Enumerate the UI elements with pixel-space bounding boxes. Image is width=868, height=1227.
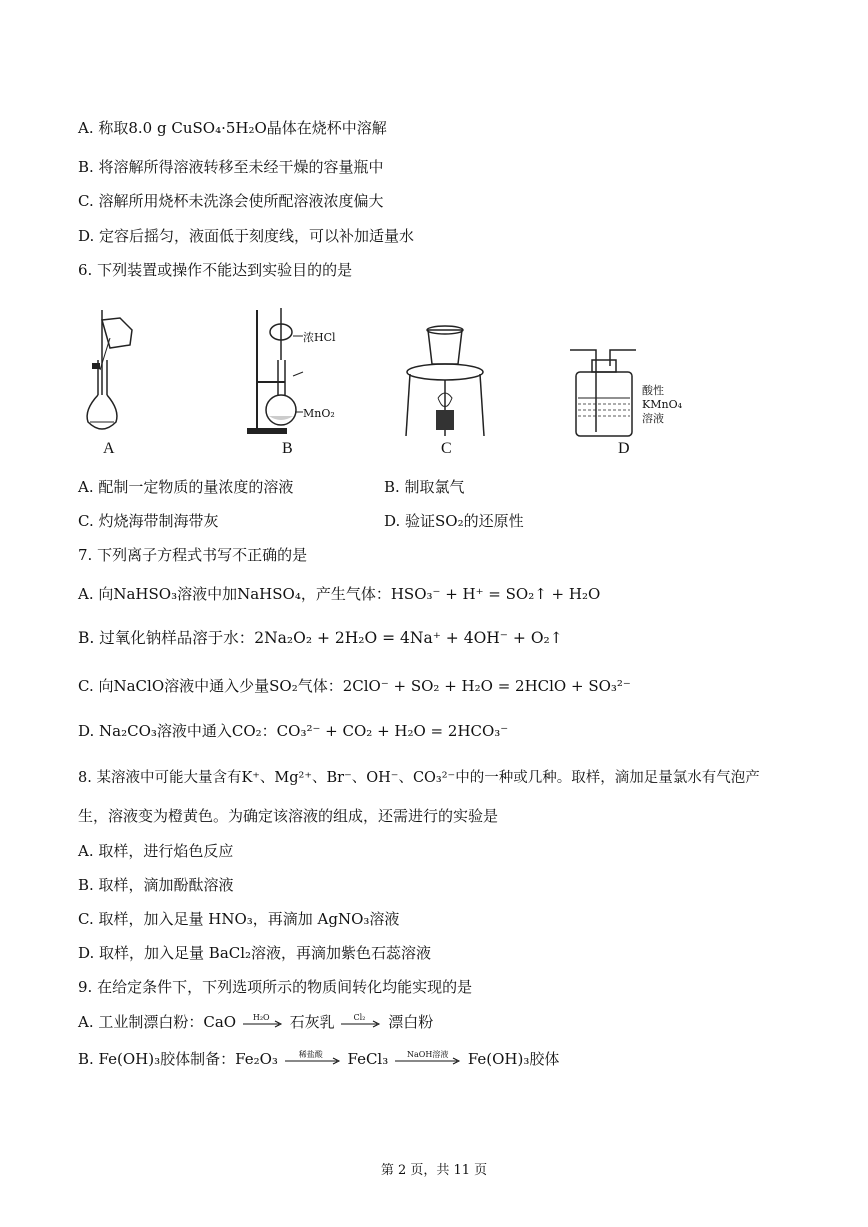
q5-option-a: A. 称取8.0 g CuSO₄·5H₂O晶体在烧杯中溶解	[78, 119, 387, 137]
q9-b-arrow1	[283, 1049, 343, 1069]
q9-a-end: 漂白粉	[388, 1013, 434, 1031]
q9-b-arrow2	[393, 1049, 463, 1069]
q8-option-b: B. 取样，滴加酚酞溶液	[78, 876, 234, 894]
q8-option-c: C. 取样，加入足量 HNO₃，再滴加 AgNO₃溶液	[78, 910, 400, 928]
figure-d-label-2: KMnO₄	[642, 398, 682, 411]
q5-option-d: D. 定容后摇匀，液面低于刻度线，可以补加适量水	[78, 227, 415, 245]
q8-option-d: D. 取样，加入足量 BaCl₂溶液，再滴加紫色石蕊溶液	[78, 944, 432, 962]
q9-b-mid: FeCl₃	[347, 1050, 389, 1068]
figure-d-label: D	[618, 440, 630, 457]
page-footer: 第 2 页，共 11 页	[380, 1163, 488, 1178]
q9-b-prefix: B. Fe(OH)₃胶体制备：Fe₂O₃	[78, 1050, 278, 1068]
q6-option-c: C. 灼烧海带制海带灰	[78, 512, 219, 530]
q7-stem: 7. 下列离子方程式书写不正确的是	[78, 546, 308, 564]
q7-option-c: C. 向NaClO溶液中通入少量SO₂气体：2ClO⁻ + SO₂ + H₂O = 2HClO + SO₃²⁻	[78, 677, 631, 695]
q9-a-mid: 石灰乳	[289, 1013, 335, 1031]
q8-option-a: A. 取样，进行焰色反应	[78, 842, 234, 860]
q8-stem-line2: 生，溶液变为橙黄色。为确定该溶液的组成，还需进行的实验是	[78, 807, 499, 825]
figure-a-volumetric-flask	[80, 300, 160, 440]
figure-a-label: A	[103, 440, 115, 457]
figure-b-label-hcl: 浓HCl	[303, 331, 336, 344]
q9-option-a	[78, 1012, 433, 1032]
q9-b-arrow2-label: NaOH溶液	[407, 1050, 449, 1059]
figure-c-label: C	[441, 440, 452, 457]
q7-option-a: A. 向NaHSO₃溶液中加NaHSO₄，产生气体：HSO₃⁻ + H⁺ = SO₂↑ + H₂O	[78, 585, 601, 603]
q9-a-prefix: A. 工业制漂白粉：CaO	[78, 1013, 237, 1031]
figure-d-gas-washing-bottle	[570, 342, 640, 440]
q7-option-b: B. 过氧化钠样品溶于水：2Na₂O₂ + 2H₂O = 4Na⁺ + 4OH⁻ + O₂↑	[78, 629, 563, 647]
q9-b-end: Fe(OH)₃胶体	[467, 1050, 560, 1068]
q6-stem: 6. 下列装置或操作不能达到实验目的的是	[78, 261, 353, 279]
q6-option-d: D. 验证SO₂的还原性	[384, 512, 524, 530]
figure-b-label-mno2: MnO₂	[303, 407, 335, 420]
figure-d-label-3: 溶液	[642, 412, 664, 425]
q9-option-b	[78, 1049, 559, 1069]
q9-a-arrow2-label: Cl₂	[353, 1013, 366, 1022]
q5-option-b: B. 将溶解所得溶液转移至未经干燥的容量瓶中	[78, 158, 384, 176]
q9-stem: 9. 在给定条件下，下列选项所示的物质间转化均能实现的是	[78, 978, 473, 996]
q6-option-b: B. 制取氯气	[384, 478, 465, 496]
q6-option-a: A. 配制一定物质的量浓度的溶液	[78, 478, 294, 496]
q8-stem-line1: 8. 某溶液中可能大量含有K⁺、Mg²⁺、Br⁻、OH⁻、CO₃²⁻中的一种或几种。取样，滴加足量氯水有气泡产	[78, 770, 760, 786]
figure-c-crucible-tripod	[400, 318, 490, 440]
q5-option-c: C. 溶解所用烧杯未洗涤会使所配溶液浓度偏大	[78, 192, 384, 210]
q9-b-arrow1-label: 稀盐酸	[298, 1050, 323, 1059]
q7-option-d: D. Na₂CO₃溶液中通入CO₂：CO₃²⁻ + CO₂ + H₂O = 2HCO₃⁻	[78, 722, 509, 740]
figure-d-label-1: 酸性	[642, 384, 664, 397]
figure-b-label: B	[282, 440, 293, 457]
q9-a-arrow2	[339, 1012, 383, 1032]
q9-a-arrow1-label: H₂O	[252, 1013, 270, 1022]
q9-a-arrow1	[241, 1012, 285, 1032]
